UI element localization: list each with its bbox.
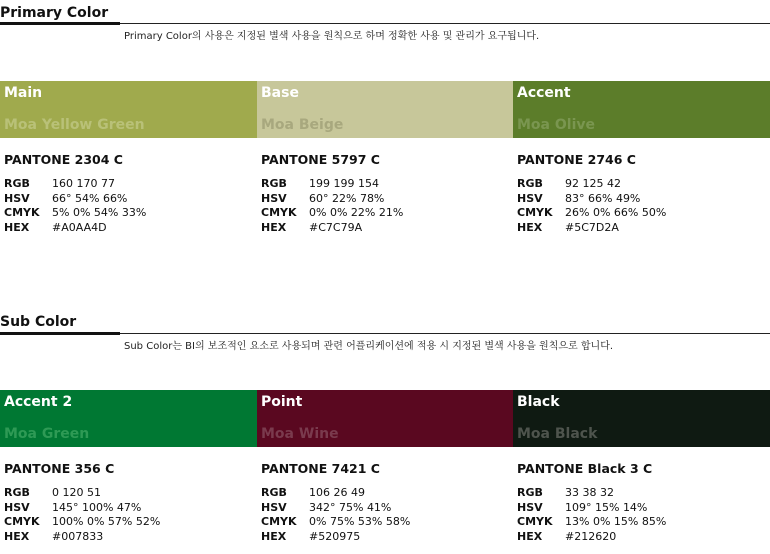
hex-value: #5C7D2A: [565, 221, 619, 234]
hsv-value: 60° 22% 78%: [309, 192, 385, 205]
hex-value: #007833: [52, 530, 104, 543]
spec-main: [0, 152, 257, 242]
divider-accent: [0, 22, 120, 25]
cmyk-label: CMYK: [4, 206, 40, 219]
swatch-color-name: Moa Beige: [261, 117, 344, 133]
hex-label: HEX: [261, 221, 287, 234]
hex-value: #520975: [309, 530, 361, 543]
swatch-accent-2: [0, 390, 257, 447]
cmyk-label: CMYK: [261, 206, 297, 219]
swatch-color-name: Moa Wine: [261, 426, 339, 442]
swatch-label: Base: [261, 85, 299, 101]
swatch-label: Black: [517, 394, 560, 410]
hsv-label: HSV: [4, 192, 30, 205]
swatch-black: [513, 390, 770, 447]
cmyk-value: 26% 0% 66% 50%: [565, 206, 667, 219]
hsv-value: 145° 100% 47%: [52, 501, 142, 514]
rgb-label: RGB: [261, 177, 287, 190]
swatch-row: [0, 390, 770, 447]
cmyk-label: CMYK: [4, 515, 40, 528]
cmyk-value: 13% 0% 15% 85%: [565, 515, 667, 528]
spec-row: [0, 152, 770, 242]
spec-accent-2: [0, 461, 257, 551]
hsv-label: HSV: [517, 501, 543, 514]
swatch-color-name: Moa Olive: [517, 117, 595, 133]
rgb-value: 106 26 49: [309, 486, 365, 499]
cmyk-value: 100% 0% 57% 52%: [52, 515, 161, 528]
swatch-point: [257, 390, 513, 447]
spec-black: [513, 461, 770, 551]
cmyk-value: 0% 75% 53% 58%: [309, 515, 411, 528]
swatch-label: Accent: [517, 85, 571, 101]
swatch-label: Point: [261, 394, 303, 410]
hex-label: HEX: [517, 221, 543, 234]
section-description: Sub Color는 BI의 보조적인 요소로 사용되며 관련 어플리케이션에 적용 시 지정된 별색 사용을 원칙으로 합니다.: [124, 341, 614, 352]
pantone-code: PANTONE Black 3 C: [517, 461, 653, 476]
hex-label: HEX: [4, 530, 30, 543]
hex-label: HEX: [261, 530, 287, 543]
hsv-label: HSV: [261, 501, 287, 514]
rgb-label: RGB: [517, 486, 543, 499]
cmyk-label: CMYK: [261, 515, 297, 528]
swatch-color-name: Moa Black: [517, 426, 598, 442]
swatch-main: [0, 81, 257, 138]
rgb-value: 0 120 51: [52, 486, 101, 499]
hex-label: HEX: [4, 221, 30, 234]
swatch-label: Accent 2: [4, 394, 73, 410]
swatch-base: [257, 81, 513, 138]
spec-point: [257, 461, 513, 551]
swatch-row: [0, 81, 770, 138]
spec-base: [257, 152, 513, 242]
rgb-label: RGB: [4, 177, 30, 190]
cmyk-label: CMYK: [517, 515, 553, 528]
swatch-label: Main: [4, 85, 43, 101]
spec-row: [0, 461, 770, 551]
hex-value: #212620: [565, 530, 617, 543]
hsv-value: 66° 54% 66%: [52, 192, 128, 205]
pantone-code: PANTONE 2304 C: [4, 152, 123, 167]
hsv-label: HSV: [517, 192, 543, 205]
cmyk-label: CMYK: [517, 206, 553, 219]
hex-value: #A0AA4D: [52, 221, 107, 234]
pantone-code: PANTONE 7421 C: [261, 461, 380, 476]
rgb-label: RGB: [4, 486, 30, 499]
cmyk-value: 5% 0% 54% 33%: [52, 206, 147, 219]
hsv-value: 342° 75% 41%: [309, 501, 392, 514]
rgb-value: 199 199 154: [309, 177, 379, 190]
rgb-label: RGB: [517, 177, 543, 190]
pantone-code: PANTONE 356 C: [4, 461, 115, 476]
hsv-value: 109° 15% 14%: [565, 501, 648, 514]
hsv-label: HSV: [4, 501, 30, 514]
section-title: Primary Color: [0, 5, 109, 21]
rgb-value: 92 125 42: [565, 177, 621, 190]
rgb-value: 33 38 32: [565, 486, 614, 499]
spec-accent: [513, 152, 770, 242]
pantone-code: PANTONE 2746 C: [517, 152, 636, 167]
hsv-value: 83° 66% 49%: [565, 192, 641, 205]
divider-accent: [0, 332, 120, 335]
swatch-color-name: Moa Yellow Green: [4, 117, 145, 133]
rgb-label: RGB: [261, 486, 287, 499]
swatch-color-name: Moa Green: [4, 426, 90, 442]
rgb-value: 160 170 77: [52, 177, 115, 190]
hex-label: HEX: [517, 530, 543, 543]
swatch-accent: [513, 81, 770, 138]
pantone-code: PANTONE 5797 C: [261, 152, 380, 167]
cmyk-value: 0% 0% 22% 21%: [309, 206, 404, 219]
section-title: Sub Color: [0, 314, 77, 330]
section-description: Primary Color의 사용은 지정된 별색 사용을 원칙으로 하며 정확한 사용 및 관리가 요구됩니다.: [124, 31, 540, 42]
hsv-label: HSV: [261, 192, 287, 205]
hex-value: #C7C79A: [309, 221, 363, 234]
